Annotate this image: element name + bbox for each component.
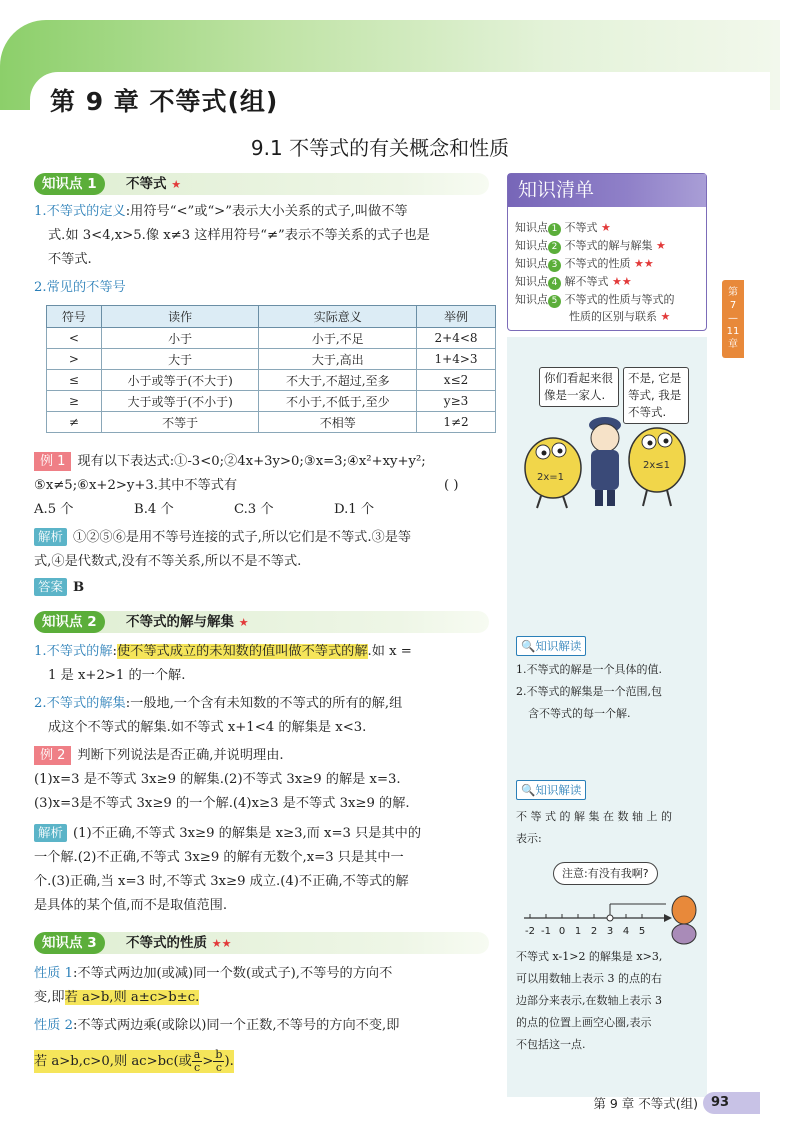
chapter-side-tab: 第 7 — 11 章 bbox=[722, 280, 744, 358]
axis-tick-label: -1 bbox=[541, 926, 551, 937]
axis-tick-label: 3 bbox=[606, 926, 614, 937]
inequality-table bbox=[46, 305, 496, 433]
kp2-name: 不等式的解与解集 ★ bbox=[126, 614, 249, 630]
speech-bubble-left: 你们看起来很 像是一家人. bbox=[539, 367, 619, 407]
note-bubble: 注意:有没有我啊? bbox=[553, 862, 658, 885]
kp1-badge: 知识点 1 bbox=[34, 173, 105, 195]
kp3-name: 不等式的性质 ★★ bbox=[126, 935, 232, 951]
knowledge-list-title: 知识清单 bbox=[508, 174, 706, 207]
char-right-label: 2x≤1 bbox=[643, 460, 671, 471]
list-item: 知识点 3 不等式的性质 ★★ bbox=[515, 257, 654, 270]
kp1-common-label: 2.常见的不等号 bbox=[34, 280, 126, 295]
axis-tick-label: 4 bbox=[622, 926, 630, 937]
star-icon: ★ bbox=[171, 178, 182, 191]
kp2-solution-set: 2.不等式的解集:一般地,一个含有未知数的不等式的所有的解,组 成这个不等式的解集.如不等式 x+1<4 的解集是 x<3. bbox=[34, 696, 403, 735]
list-item: 知识点 5 不等式的性质与等式的 bbox=[515, 293, 675, 306]
chapter-title: 第 9 章 不等式(组) bbox=[50, 87, 279, 116]
magnifier-icon: 🔍 bbox=[521, 783, 536, 797]
example-label: 例 1 bbox=[34, 452, 71, 471]
axis-tick-label: -2 bbox=[525, 926, 535, 937]
knowledge-list bbox=[507, 173, 707, 331]
kp3-header bbox=[34, 932, 489, 954]
table-header: 实际意义 bbox=[259, 306, 417, 328]
example-2-analysis: 解析 (1)不正确,不等式 3x≥9 的解集是 x≥3,而 x=3 只是其中的 一个解.(2)不正确,不等式 3x≥9 的解有无数个,x=3 只是其中一 个.(3)正确,当 x=3 时,不等式 3x≥9 成立.(4)不正确,不等式的解 是具体的某个值,而不是取值范围. bbox=[34, 825, 422, 913]
kp2-solution: 1.不等式的解:使不等式成立的未知数的值叫做不等式的解.如 x = 1 是 x+2>1 的一个解. bbox=[34, 644, 412, 683]
table-row: ≤ 小于或等于(不大于) 不大于,不超过,至多 x≤2 bbox=[47, 370, 496, 391]
kp1-definition: 1.不等式的定义:用符号“<”或“>”表示大小关系的式子,叫做不等 式.如 3<4,x>5.像 x≠3 这样用符号“≠”表示不等关系的式子也是 不等式. bbox=[34, 204, 430, 267]
axis-tick-label: 2 bbox=[590, 926, 598, 937]
kp1-header bbox=[34, 173, 489, 195]
number-line bbox=[516, 890, 701, 945]
star-icon: ★★ bbox=[211, 937, 232, 950]
kp3-badge: 知识点 3 bbox=[34, 932, 105, 954]
page-footer bbox=[0, 1090, 760, 1112]
kp1-name: 不等式 ★ bbox=[126, 176, 182, 192]
example-1: 例 1 现有以下表达式:①-3<0;②4x+3y>0;③x=3;④x²+xy+y²; ⑤x≠5;⑥x+2>y+3.其中不等式有 ( ) A.5 个 B.4 个 C.3 个 D.1 个 bbox=[34, 454, 459, 517]
table-header: 符号 bbox=[47, 306, 102, 328]
table-row: ≥ 大于或等于(不小于) 不小于,不低于,至少 y≥3 bbox=[47, 391, 496, 412]
axis-tick-label: 0 bbox=[558, 926, 566, 937]
table-row: ≠ 不等于 不相等 1≠2 bbox=[47, 412, 496, 433]
axis-tick-label: 1 bbox=[574, 926, 582, 937]
property-2: 性质 2:不等式两边乘(或除以)同一个正数,不等号的方向不变,即 bbox=[34, 1018, 400, 1033]
magnifier-icon: 🔍 bbox=[521, 639, 536, 653]
list-item: 知识点 1 不等式 ★ bbox=[515, 221, 611, 234]
example-1-answer: 答案 B bbox=[34, 576, 496, 600]
cartoon-illustration bbox=[515, 400, 695, 510]
star-icon: ★ bbox=[238, 616, 249, 629]
analysis-label: 解析 bbox=[34, 528, 67, 546]
example-label: 例 2 bbox=[34, 746, 71, 765]
list-item-continued: 性质的区别与联系 ★ bbox=[569, 310, 671, 323]
table-header: 读作 bbox=[101, 306, 259, 328]
section-title: 9.1 不等式的有关概念和性质 bbox=[250, 136, 510, 160]
number-line-description: 不等式 x-1>2 的解集是 x>3, 可以用数轴上表示 3 的点的右 边部分来表示,在数轴上表示 3 的点的位置上画空心圈,表示 不包括这一点. bbox=[516, 950, 663, 1051]
example-1-analysis: 解析 ①②⑤⑥是用不等号连接的式子,所以它们是不等式.③是等 式,④是代数式,没有不等关系,所以不是不等式. bbox=[34, 529, 412, 569]
table-row: > 大于 大于,高出 1+4>3 bbox=[47, 349, 496, 370]
knowledge-read-1: 1.不等式的解是一个具体的值. 2.不等式的解集是一个范围,包 含不等式的每一个解. bbox=[516, 663, 662, 720]
knowledge-read-header-2: 🔍知识解读 bbox=[516, 780, 586, 800]
property-2-formula: 若 a>b,c>0,则 ac>bc(或 $\frac{a}{c}$ > $\frac{b}{c}$ ). bbox=[34, 1048, 234, 1074]
axis-tick-label: 5 bbox=[638, 926, 646, 937]
speech-bubble-right: 不是, 它是 等式, 我是 不等式. bbox=[623, 367, 689, 424]
property-1: 性质 1:不等式两边加(或减)同一个数(或式子),不等号的方向不 变,即若 a>b,则 a±c>b±c. bbox=[34, 966, 393, 1005]
kp2-badge: 知识点 2 bbox=[34, 611, 105, 633]
page-number: 93 bbox=[703, 1092, 760, 1114]
char-left-label: 2x=1 bbox=[537, 472, 565, 483]
answer-label: 答案 bbox=[34, 578, 67, 596]
footer-chapter: 第 9 章 不等式(组) bbox=[593, 1096, 698, 1111]
knowledge-read-header: 🔍知识解读 bbox=[516, 636, 586, 656]
analysis-label: 解析 bbox=[34, 824, 67, 842]
knowledge-read-2: 不 等 式 的 解 集 在 数 轴 上 的 表示: bbox=[516, 810, 672, 845]
example-2: 例 2 判断下列说法是否正确,并说明理由. (1)x=3 是不等式 3x≥9 的解集.(2)不等式 3x≥9 的解是 x=3. (3)x=3是不等式 3x≥9 的一个解.(4)x≥3 是不等式 3x≥9 的解. bbox=[34, 748, 410, 811]
list-item: 知识点 2 不等式的解与解集 ★ bbox=[515, 239, 666, 252]
list-item: 知识点 4 解不等式 ★★ bbox=[515, 275, 632, 288]
table-header: 举例 bbox=[417, 306, 496, 328]
table-row: < 小于 小于,不足 2+4<8 bbox=[47, 328, 496, 349]
kp2-header bbox=[34, 611, 489, 633]
